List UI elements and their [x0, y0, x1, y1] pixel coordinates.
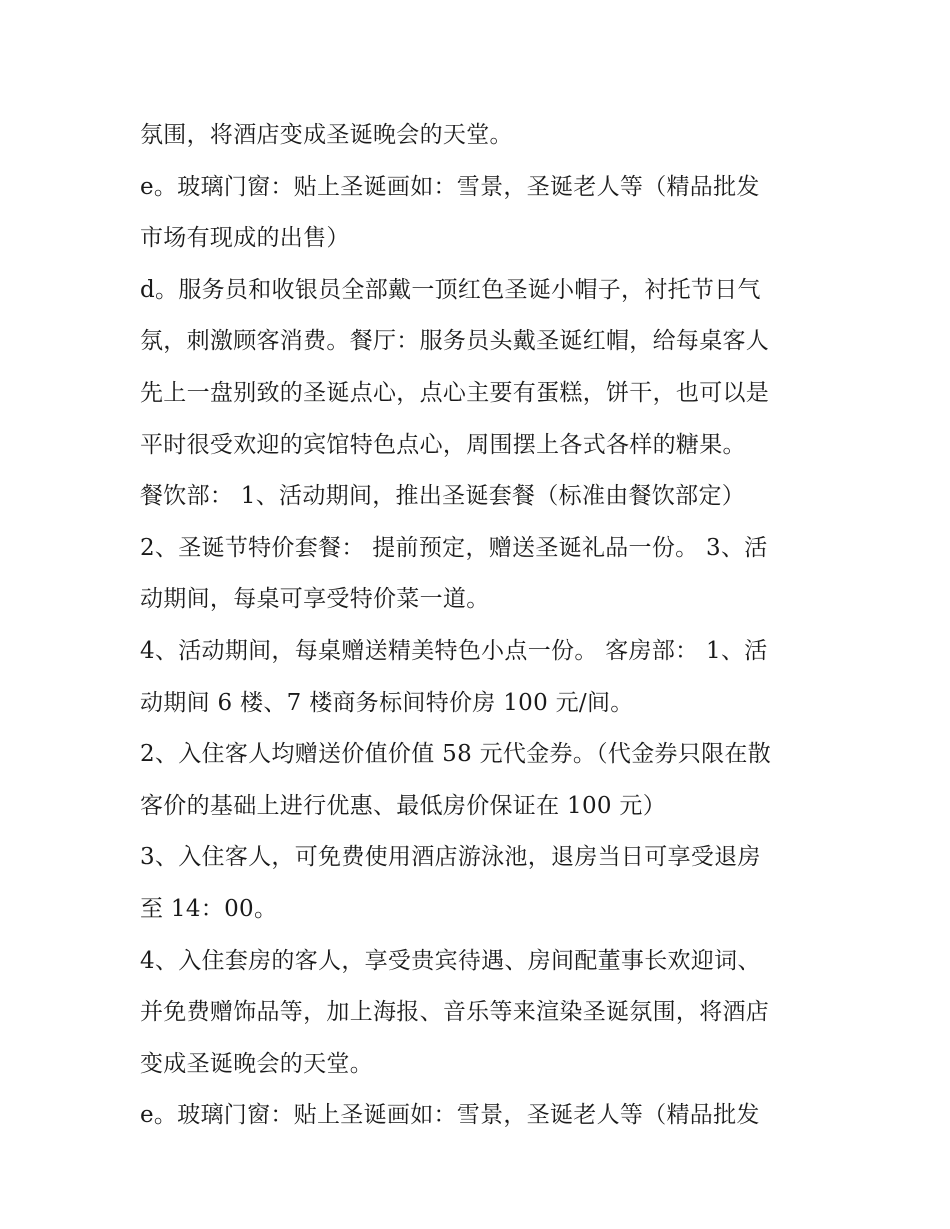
text-line: d。服务员和收银员全部戴一顶红色圣诞小帽子，衬托节日气 [140, 276, 761, 303]
text-line: 至 14：00。 [140, 895, 278, 922]
text-line: 餐饮部： 1、活动期间，推出圣诞套餐（标准由餐饮部定） [140, 483, 746, 510]
text-line: 2、入住客人均赠送价值价值 58 元代金券。（代金券只限在散 [140, 741, 772, 768]
text-line: 3、入住客人，可免费使用酒店游泳池，退房当日可享受退房 [140, 844, 761, 871]
text-line: 平时很受欢迎的宾馆特色点心，周围摆上各式各样的糖果。 [140, 431, 746, 458]
text-line: 动期间，每桌可享受特价菜一道。 [140, 586, 490, 613]
text-line: 氛围，将酒店变成圣诞晚会的天堂。 [140, 122, 513, 148]
text-line: 动期间 6 楼、7 楼商务标间特价房 100 元/间。 [140, 689, 634, 716]
text-line: e。玻璃门窗：贴上圣诞画如：雪景，圣诞老人等（精品批发 [140, 1102, 760, 1129]
document-body [140, 110, 830, 1142]
text-line: 4、活动期间，每桌赠送精美特色小点一份。 客房部： 1、活 [140, 637, 768, 664]
text-line: 2、圣诞节特价套餐： 提前预定，赠送圣诞礼品一份。 3、活 [140, 534, 768, 561]
text-line: 氛，刺激顾客消费。餐厅：服务员头戴圣诞红帽，给每桌客人 [140, 328, 770, 355]
text-line: 先上一盘别致的圣诞点心，点心主要有蛋糕，饼干，也可以是 [140, 379, 770, 406]
text-line: 4、入住套房的客人，享受贵宾待遇、房间配董事长欢迎词、 [140, 947, 761, 974]
text-line: e。玻璃门窗：贴上圣诞画如：雪景，圣诞老人等（精品批发 [140, 173, 760, 200]
text-line: 客价的基础上进行优惠、最低房价保证在 100 元） [140, 792, 667, 819]
text-line: 变成圣诞晚会的天堂。 [140, 1050, 373, 1077]
text-line: 市场有现成的出售） [140, 225, 350, 252]
text-line: 并免费赠饰品等，加上海报、音乐等来渲染圣诞氛围，将酒店 [140, 999, 770, 1026]
